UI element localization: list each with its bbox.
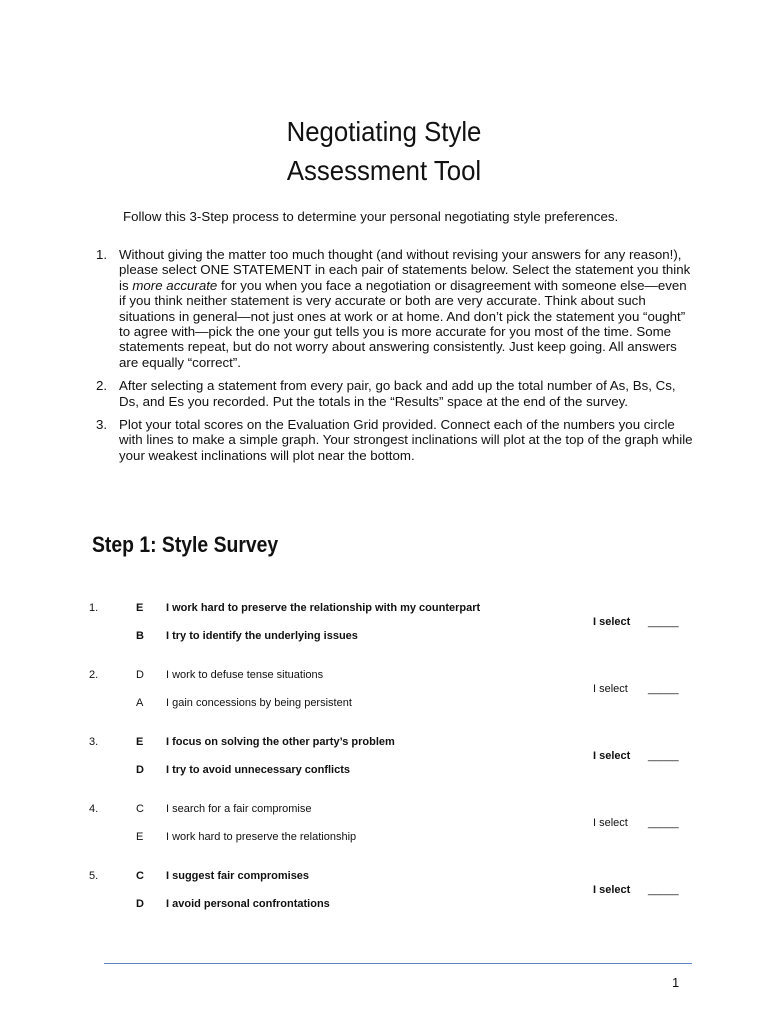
option-b-text: I try to identify the underlying issues — [166, 630, 358, 642]
option-b-letter: D — [136, 898, 144, 910]
step-text-part: for you when you face a negotiation or disagreement with someone else—even if you think neither statement is very accurate or both are very accurate. Think about such situations in general—not just ones at work or at home. And don’t pick the statement you “ought” to agree with—pick the one your gut tells you is more accurate for you most of the time. Some statements repeat, but do not worry about answering consistently. Just keep going. All answers are equally “correct”. — [119, 277, 687, 370]
instruction-step-1 — [93, 247, 693, 370]
select-label: I select — [593, 817, 628, 829]
select-label: I select — [593, 683, 628, 695]
answer-blank[interactable]: _____ — [648, 683, 679, 695]
option-a-text: I work hard to preserve the relationship with my counterpart — [166, 602, 481, 614]
document-title-line-1: Negotiating Style — [286, 116, 482, 147]
page-number: 1 — [672, 975, 680, 990]
step-number: 1. — [96, 247, 108, 262]
option-b-text: I avoid personal confrontations — [166, 898, 330, 910]
step-number: 2. — [96, 378, 108, 394]
option-b-text: I try to avoid unnecessary conflicts — [166, 764, 351, 776]
step-text: After selecting a statement from every pair, go back and add up the total number of As, Bs, Cs, Ds, and Es you recorded. Put the totals in the “Results” space at the end of the survey. — [119, 378, 676, 409]
instruction-steps — [93, 247, 693, 471]
option-a-letter: C — [136, 803, 144, 815]
question-number: 4. — [89, 803, 99, 815]
answer-blank[interactable]: _____ — [648, 884, 679, 896]
option-b-letter: B — [136, 630, 144, 642]
survey-question-4 — [0, 803, 768, 853]
select-label: I select — [593, 750, 631, 762]
step-text-emphasis: more accurate — [132, 277, 218, 293]
option-a-text: I suggest fair compromises — [166, 870, 310, 882]
question-number: 2. — [89, 669, 99, 681]
question-number: 3. — [89, 736, 99, 748]
footer-divider — [104, 963, 692, 964]
option-a-text: I search for a fair compromise — [166, 803, 312, 815]
option-a-letter: D — [136, 669, 144, 681]
instruction-step-2 — [93, 378, 693, 409]
step-text: Plot your total scores on the Evaluation Grid provided. Connect each of the numbers you circle with lines to make a simple graph. Your strongest inclinations will plot at the top of the graph while your weakest inclinations will plot near the bottom. — [119, 417, 693, 463]
question-number: 5. — [89, 870, 99, 882]
option-a-letter: E — [136, 736, 144, 748]
question-number: 1. — [89, 602, 99, 614]
answer-blank[interactable]: _____ — [648, 616, 679, 628]
survey-question-2 — [0, 669, 768, 719]
intro-text: Follow this 3-Step process to determine your personal negotiating style preferences. — [123, 209, 619, 224]
option-b-letter: D — [136, 764, 144, 776]
option-b-text: I work hard to preserve the relationship — [166, 831, 357, 843]
answer-blank[interactable]: _____ — [648, 750, 679, 762]
survey-question-5 — [0, 870, 768, 920]
section-heading: Step 1: Style Survey — [92, 532, 279, 557]
step-text-part: Without giving the matter too much thought (and without revising your answers for any reason!), please select ONE STATEMENT in each pair of statements below. Select the statement you think is — [119, 247, 691, 293]
option-a-text: I focus on solving the other party’s problem — [166, 736, 395, 748]
survey-question-3 — [0, 736, 768, 786]
option-a-letter: E — [136, 602, 144, 614]
option-a-letter: C — [136, 870, 144, 882]
document-title-line-2: Assessment Tool — [286, 155, 482, 186]
step-number: 3. — [96, 417, 108, 433]
option-b-text: I gain concessions by being persistent — [166, 697, 352, 709]
option-b-letter: E — [136, 831, 144, 843]
instruction-step-3 — [93, 417, 693, 463]
option-a-text: I work to defuse tense situations — [166, 669, 324, 681]
select-label: I select — [593, 616, 631, 628]
answer-blank[interactable]: _____ — [648, 817, 679, 829]
option-b-letter: A — [136, 697, 144, 709]
select-label: I select — [593, 884, 631, 896]
step-text — [119, 247, 690, 370]
survey-question-1 — [0, 602, 768, 652]
